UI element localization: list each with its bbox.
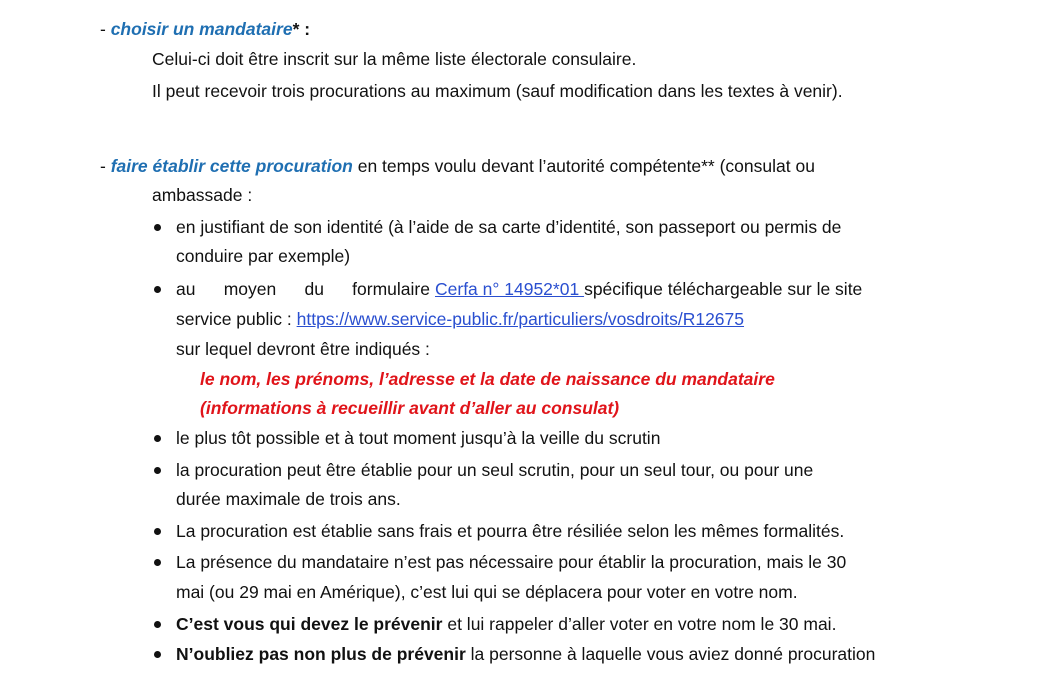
bullet2-after-link: spécifique téléchargeable sur le site [584, 279, 863, 299]
bullet6-line2: mai (ou 29 mai en Amérique), c’est lui qui se déplacera pour voter en votre nom. [176, 582, 798, 602]
bullet8-bold: N’oubliez pas non plus de prévenir [176, 644, 466, 664]
service-public-link[interactable]: https://www.service-public.fr/particuliers/vosdroits/R12675 [296, 309, 745, 329]
bullet-dot [154, 559, 161, 566]
bullet-dot [154, 621, 161, 628]
cerfa-link[interactable]: Cerfa n° 14952*01 [435, 279, 585, 299]
bullet4-line1: la procuration peut être établie pour un seul scrutin, pour un seul tour, ou pour une [176, 460, 814, 480]
section1-heading-line [100, 18, 310, 40]
bullet6-line1: La présence du mandataire n’est pas nécessaire pour établir la procuration, mais le 30 [176, 552, 847, 572]
bullet-dot [154, 467, 161, 474]
bullet7-bold: C’est vous qui devez le prévenir [176, 614, 443, 634]
bullet1-line2: conduire par exemple) [176, 246, 351, 266]
bullet2-word: moyen [223, 279, 277, 299]
bullet1-line1: en justifiant de son identité (à l’aide de sa carte d’identité, son passeport ou permis de [176, 217, 842, 237]
bullet-dot [154, 435, 161, 442]
bullet2-line2-prefix: service public : [176, 309, 297, 329]
bullet2-line1-rest [435, 278, 862, 300]
bullet5-line: La procuration est établie sans frais et pourra être résiliée selon les mêmes formalités. [176, 521, 845, 541]
section2-heading: faire établir cette procuration [110, 156, 353, 176]
bullet-dot [154, 651, 161, 658]
bullet2-red-line2: (informations à recueillir avant d’aller au consulat) [200, 398, 620, 418]
bullet4-line2: durée maximale de trois ans. [176, 489, 401, 509]
bullet7-line [176, 613, 836, 635]
bullet2-red-line1: le nom, les prénoms, l’adresse et la date de naissance du mandataire [200, 369, 775, 389]
section2-suffix: en temps voulu devant l’autorité compétente** (consulat ou [352, 156, 815, 176]
bullet8-line [176, 643, 875, 665]
bullet2-line2 [176, 308, 744, 330]
bullet2-word: du [304, 279, 324, 299]
section1-line1: Celui-ci doit être inscrit sur la même liste électorale consulaire. [152, 49, 637, 69]
section2-heading-line [100, 155, 815, 177]
bullet2-line3: sur lequel devront être indiqués : [176, 339, 430, 359]
section1-heading: choisir un mandataire [110, 19, 293, 39]
bullet-dot [154, 528, 161, 535]
bullet-dot [154, 286, 161, 293]
section1-line2: Il peut recevoir trois procurations au maximum (sauf modification dans les textes à venir). [152, 81, 843, 101]
section1-suffix: * : [292, 19, 311, 39]
bullet-dot [154, 224, 161, 231]
bullet3-line: le plus tôt possible et à tout moment jusqu’à la veille du scrutin [176, 428, 661, 448]
section1-dash: - [100, 19, 111, 39]
section2-dash: - [100, 156, 111, 176]
bullet2-word: formulaire [352, 279, 430, 299]
bullet2-word: au [176, 279, 196, 299]
section2-line2: ambassade : [152, 185, 253, 205]
bullet8-rest: la personne à laquelle vous aviez donné procuration [465, 644, 876, 664]
bullet7-rest: et lui rappeler d’aller voter en votre nom le 30 mai. [442, 614, 837, 634]
bullet2-words [176, 278, 430, 300]
